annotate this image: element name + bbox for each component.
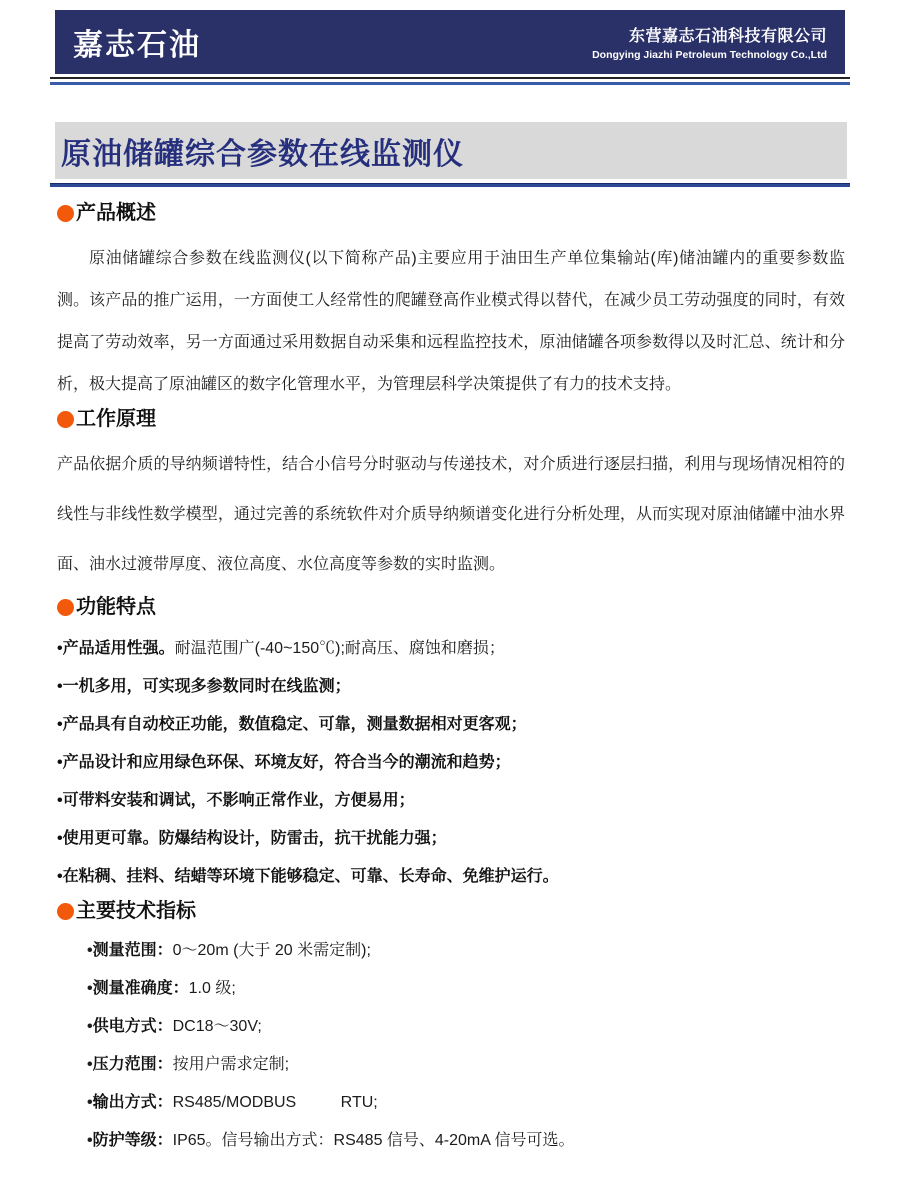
list-bullet: • <box>57 640 63 657</box>
section-heading-label: 主要技术指标 <box>76 900 196 922</box>
document-title-bar <box>55 122 847 179</box>
section-heading-principle <box>57 406 845 432</box>
feature-bold-text: 一机多用，可实现多参数同时在线监测； <box>62 678 351 695</box>
feature-item <box>57 782 845 820</box>
company-name-en: Dongying Jiazhi Petroleum Technology Co.,Ltd <box>592 49 827 61</box>
list-bullet: • <box>87 1094 93 1111</box>
list-bullet: • <box>87 942 93 959</box>
spec-value: DC18～30V; <box>172 1018 262 1035</box>
section-heading-specs <box>57 898 845 924</box>
list-bullet: • <box>57 716 63 733</box>
orange-dot-icon <box>57 599 74 616</box>
content-area <box>57 196 845 1160</box>
title-underline <box>50 183 850 187</box>
feature-item <box>57 706 845 744</box>
features-list <box>57 630 845 896</box>
section-heading-label: 工作原理 <box>76 408 156 430</box>
feature-bold-text: 在粘稠、挂料、结蜡等环境下能够稳定、可靠、长寿命、免维护运行。 <box>62 868 559 885</box>
section-heading-features <box>57 594 845 620</box>
feature-item <box>57 858 845 896</box>
list-bullet: • <box>87 1132 93 1149</box>
list-bullet: • <box>57 754 63 771</box>
feature-rest-text: 耐温范围广(-40~150℃);耐高压、腐蚀和磨损； <box>174 640 505 657</box>
list-bullet: • <box>57 830 63 847</box>
list-bullet: • <box>87 1056 93 1073</box>
orange-dot-icon <box>57 205 74 222</box>
feature-bold-text: 可带料安装和调试，不影响正常作业，方便易用； <box>62 792 415 809</box>
spec-value: 按用户需求定制; <box>172 1056 290 1073</box>
overview-paragraph: 原油储罐综合参数在线监测仪(以下简称产品)主要应用于油田生产单位集输站(库)储油罐内的重要参数监测。该产品的推广运用，一方面使工人经常性的爬罐登高作业模式得以替代，在减少员工劳动强度的同时，有效提高了劳动效率，另一方面通过采用数据自动采集和远程监控技术，原油储罐各项参数得以及时汇总、统计和分析，极大提高了原油罐区的数字化管理水平，为管理层科学决策提供了有力的技术支持。 <box>57 250 845 393</box>
list-bullet: • <box>57 792 63 809</box>
feature-bold-text: 使用更可靠。防爆结构设计，防雷击，抗干扰能力强； <box>62 830 447 847</box>
feature-bold-text: 产品适用性强。 <box>62 640 175 657</box>
feature-item <box>57 668 845 706</box>
orange-dot-icon <box>57 903 74 920</box>
list-bullet: • <box>57 678 63 695</box>
spec-label: 测量范围： <box>92 942 173 959</box>
spec-value: IP65。信号输出方式：RS485 信号、4-20mA 信号可选。 <box>172 1132 575 1149</box>
spec-item <box>57 970 845 1008</box>
spec-label: 防护等级： <box>92 1132 173 1149</box>
company-logo: 嘉志石油 <box>73 29 201 62</box>
feature-bold-text: 产品具有自动校正功能，数值稳定、可靠，测量数据相对更客观； <box>62 716 527 733</box>
company-names <box>592 23 827 61</box>
spec-item <box>57 1122 845 1160</box>
orange-dot-icon <box>57 411 74 428</box>
feature-item <box>57 744 845 782</box>
spec-value: 1.0 级; <box>188 980 236 997</box>
spec-item <box>57 1084 845 1122</box>
section-heading-overview <box>57 200 845 226</box>
section-heading-label: 产品概述 <box>76 202 156 224</box>
header-divider-dark <box>50 77 850 79</box>
spec-label: 测量准确度： <box>92 980 189 997</box>
header <box>55 10 845 74</box>
page-title: 原油储罐综合参数在线监测仪 <box>61 137 464 171</box>
spec-value: 0～20m (大于 20 米需定制); <box>172 942 371 959</box>
specs-list <box>57 932 845 1160</box>
feature-bold-text: 产品设计和应用绿色环保、环境友好，符合当今的潮流和趋势； <box>62 754 511 771</box>
list-bullet: • <box>87 1018 93 1035</box>
feature-item <box>57 820 845 858</box>
list-bullet: • <box>57 868 63 885</box>
list-bullet: • <box>87 980 93 997</box>
spec-label: 供电方式： <box>92 1018 173 1035</box>
spec-item <box>57 1008 845 1046</box>
feature-item <box>57 630 845 668</box>
header-divider-blue <box>50 82 850 85</box>
spec-value: RS485/MODBUS RTU; <box>172 1094 378 1111</box>
company-name-cn: 东营嘉志石油科技有限公司 <box>628 28 827 45</box>
spec-label: 输出方式： <box>92 1094 173 1111</box>
spec-item <box>57 932 845 970</box>
spec-item <box>57 1046 845 1084</box>
section-heading-label: 功能特点 <box>76 596 156 618</box>
principle-paragraph: 产品依据介质的导纳频谱特性，结合小信号分时驱动与传递技术，对介质进行逐层扫描，利用与现场情况相符的线性与非线性数学模型，通过完善的系统软件对介质导纳频谱变化进行分析处理，从而实现对原油储罐中油水界面、油水过渡带厚度、液位高度、水位高度等参数的实时监测。 <box>57 456 845 573</box>
spec-label: 压力范围： <box>92 1056 173 1073</box>
